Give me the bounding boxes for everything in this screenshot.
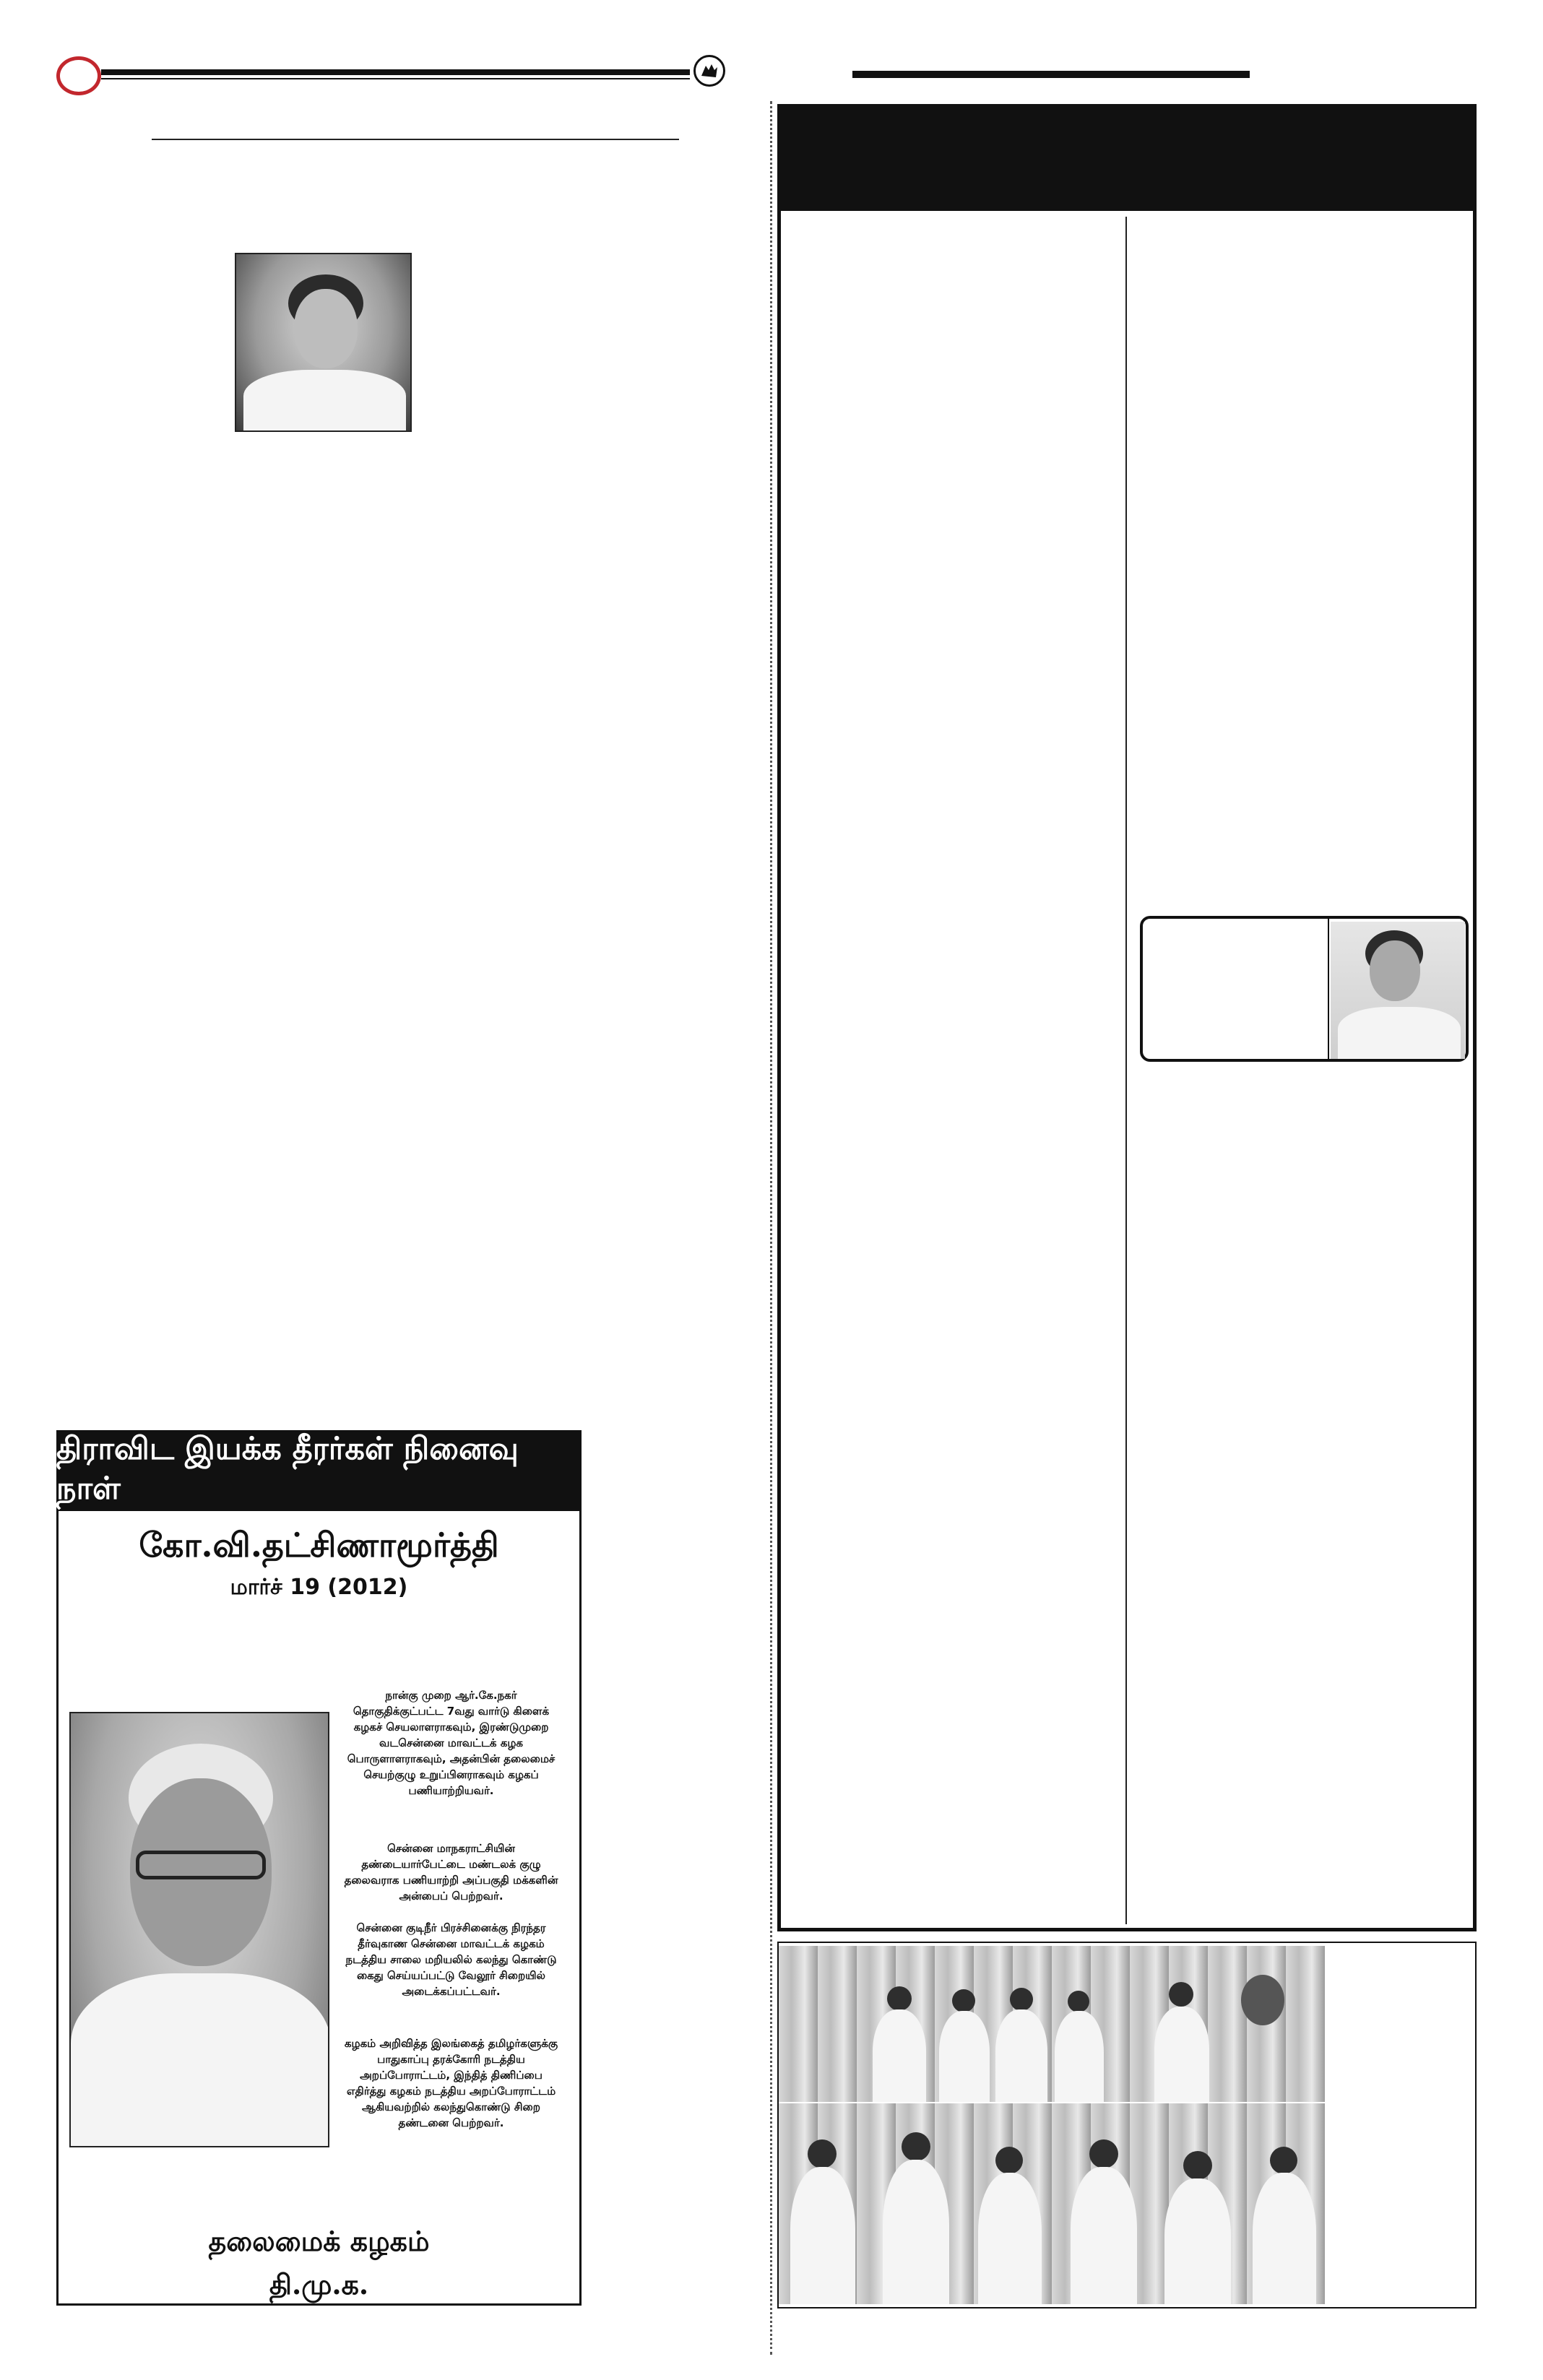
memorial-portrait <box>69 1712 329 2147</box>
memorial-banner: திராவிட இயக்க தீரர்கள் நினைவு நாள் <box>56 1430 582 1511</box>
memorial-name: கோ.வி.தட்சிணாமூர்த்தி <box>139 1526 499 1565</box>
inset-portrait <box>1331 922 1465 1059</box>
page-number-badge <box>56 56 101 95</box>
memorial-bio-paragraph: நான்கு முறை ஆர்.கே.நகர் தொகுதிக்குட்பட்ட 7வது வார்டு கிளைக் கழகச் செயலாளராகவும், இரண்டுமுறை வடசென்னை மாவட்டக் கழக பொருளாளராகவும், அதன்பின் தலைமைச் செயற்குழு உறுப்பினராகவும் கழகப் பணியாற்றியவர். <box>347 1689 556 1797</box>
header-rule-thin <box>101 78 690 79</box>
right-article-column-divider <box>1125 217 1127 1924</box>
memorial-signoff-party: தி.மு.க. <box>269 2268 369 2301</box>
meeting-photo-bottom <box>779 2103 1325 2304</box>
quote-inset-divider <box>1328 919 1329 1059</box>
memorial-signoff-organization: தலைமைக் கழகம் <box>208 2225 430 2257</box>
meeting-photo-top <box>779 1946 1325 2102</box>
right-column-header-rule <box>852 71 1250 78</box>
memorial-date: மார்ச் 19 (2012) <box>230 1575 408 1600</box>
leader-portrait <box>235 253 412 432</box>
memorial-bio-paragraph: சென்னை குடிநீர் பிரச்சினைக்கு நிரந்தர தீர்வுகாண சென்னை மாவட்டக் கழகம் நடத்திய சாலை மறியலில் கலந்து கொண்டு கைது செய்யப்பட்டு வேலூர் சிறையில் அடைக்கப்பட்டவர். <box>345 1921 557 1998</box>
column-divider-dotted <box>770 101 772 2355</box>
party-emblem-icon <box>693 55 725 87</box>
memorial-bio-paragraph: கழகம் அறிவித்த இலங்கைத் தமிழர்களுக்கு பாதுகாப்பு தரக்கோரி நடத்திய அறப்போராட்டம், இந்தித் திணிப்பை எதிர்த்து கழகம் நடத்திய அறப்போராட்டம் ஆகியவற்றில் கலந்துகொண்டு சிறை தண்டனை பெற்றவர். <box>344 2037 558 2129</box>
article-title-rule <box>152 139 679 140</box>
right-article-headline-band <box>777 104 1477 211</box>
memorial-bio-paragraph: சென்னை மாநகராட்சியின் தண்டையார்பேட்டை மண்டலக் குழு தலைவராக பணியாற்றி அப்பகுதி மக்களின் அன்பைப் பெற்றவர். <box>344 1842 558 1903</box>
header-rule <box>101 69 690 75</box>
